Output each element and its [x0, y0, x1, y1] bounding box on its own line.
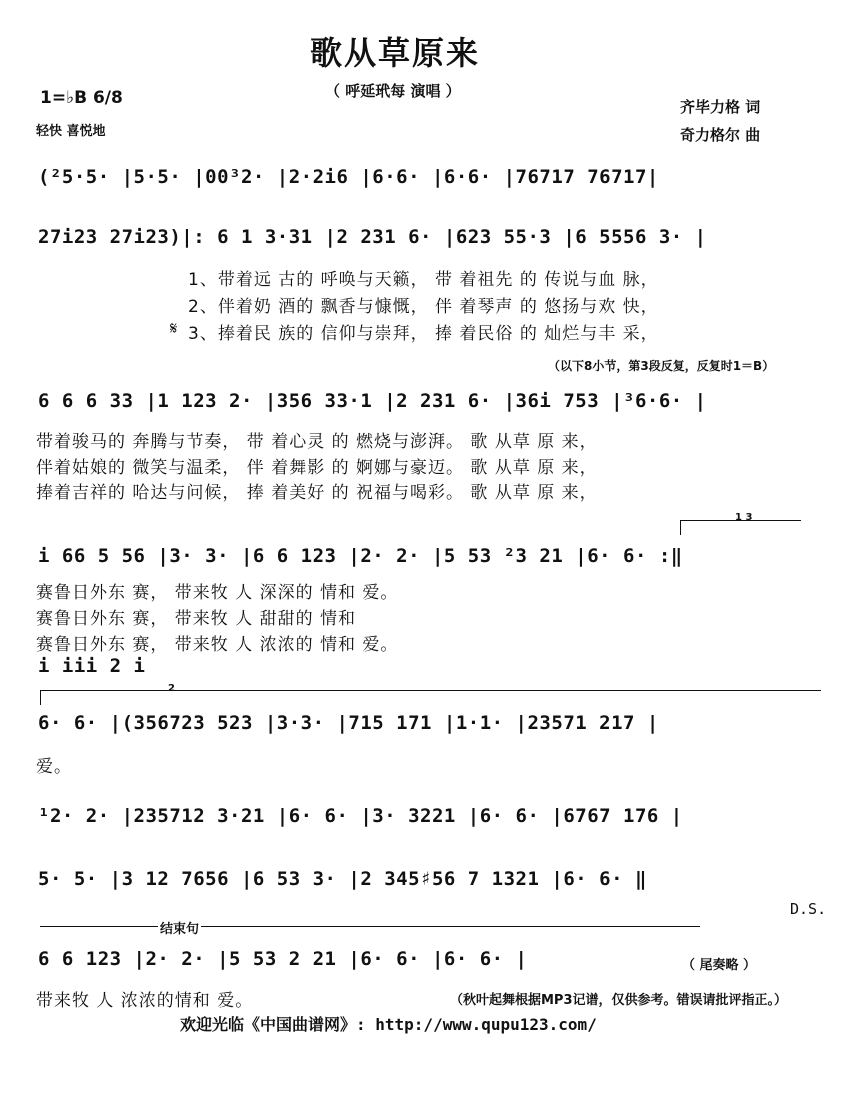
song-title: 歌从草原来 [310, 34, 481, 72]
source-note: （秋叶起舞根据MP3记谱，仅供参考。错误请批评指正。） [450, 993, 788, 1008]
key-signature: 1=♭B 6/8 [40, 88, 123, 108]
tempo-marking: 轻快 喜悦地 [36, 124, 106, 139]
repeat-note: （以下8小节，第3段反复，反复时1＝B） [548, 359, 775, 373]
lyric-refrain-2: 赛鲁日外东 赛， 带来牧 人 甜甜的 情和 [36, 609, 357, 629]
volta-bracket-2 [40, 690, 821, 705]
composer-credit: 奇力格尔 曲 [680, 126, 761, 144]
lyric-verse-1a: 1、带着远 古的 呼唤与天籁， 带 着祖先 的 传说与血 脉， [188, 270, 659, 290]
staff-line-6: ¹2· 2· |235712 3·21 |6· 6· |3· 3221 |6· 6· |6767 176 | [38, 805, 683, 827]
staff-line-3: 6 6 6 33 |1 123 2· |356 33·1 |2 231 6· |36i 753 |³6·6· | [38, 390, 707, 412]
ending-label: 结束句 [158, 918, 201, 937]
volta-label-2: 2 [168, 683, 175, 694]
staff-line-4: i 66 5 56 |3· 3· |6 6 123 |2· 2· |5 53 ²3 21 |6· 6· :‖ [38, 545, 683, 567]
staff-line-5: 6· 6· |(356723 523 |3·3· |715 171 |1·1· |23571 217 | [38, 712, 659, 734]
lyric-refrain-3: 赛鲁日外东 赛， 带来牧 人 浓浓的 情和 爱。 [36, 635, 399, 655]
ending-line [40, 926, 700, 927]
lyricist-credit: 齐毕力格 词 [680, 98, 761, 116]
staff-line-2: 27i23 27i23)|: 6 1 3·31 |2 231 6· |623 55·3 |6 5556 3· | [38, 226, 707, 248]
segno-sign: 𝄋 [170, 319, 179, 339]
staff-line-8: 6 6 123 |2· 2· |5 53 2 21 |6· 6· |6· 6· | [38, 948, 528, 970]
lyric-refrain-1: 赛鲁日外东 赛， 带来牧 人 深深的 情和 爱。 [36, 583, 399, 603]
staff-line-1: (²5·5· |5·5· |00³2· |2·2i6 |6·6· |6·6· |76717 76717| [38, 166, 659, 188]
lyric-coda: 带来牧 人 浓浓的情和 爱。 [36, 991, 254, 1011]
ds-marking: D.S. [790, 900, 827, 918]
lyric-verse-2a: 2、伴着奶 酒的 飘香与慷慨， 伴 着琴声 的 悠扬与欢 快， [188, 297, 659, 317]
performer-credit: （ 呼延玳每 演唱 ） [325, 82, 461, 100]
lyric-verse-3b: 捧着吉祥的 哈达与问候， 捧 着美好 的 祝福与喝彩。 歌 从草 原 来， [36, 483, 598, 503]
outro-note: （ 尾奏略 ） [682, 958, 757, 973]
staff-line-7: 5· 5· |3 12 7656 |6 53 3· |2 345♯56 7 1321 |6· 6· ‖ [38, 868, 647, 890]
lyric-verse-2b: 伴着姑娘的 微笑与温柔， 伴 着舞影 的 婀娜与豪迈。 歌 从草 原 来， [36, 458, 598, 478]
volta-label-1-3: 1 3 [735, 512, 753, 523]
lyric-ending-ai: 爱。 [36, 757, 72, 777]
lyric-verse-3a: 3、捧着民 族的 信仰与崇拜， 捧 着民俗 的 灿烂与丰 采， [188, 324, 659, 344]
alt-notes: i iii 2 i [38, 655, 146, 677]
footer-credit: 欢迎光临《中国曲谱网》: http://www.qupu123.com/ [180, 1015, 597, 1034]
lyric-verse-1b: 带着骏马的 奔腾与节奏， 带 着心灵 的 燃烧与澎湃。 歌 从草 原 来， [36, 432, 598, 452]
